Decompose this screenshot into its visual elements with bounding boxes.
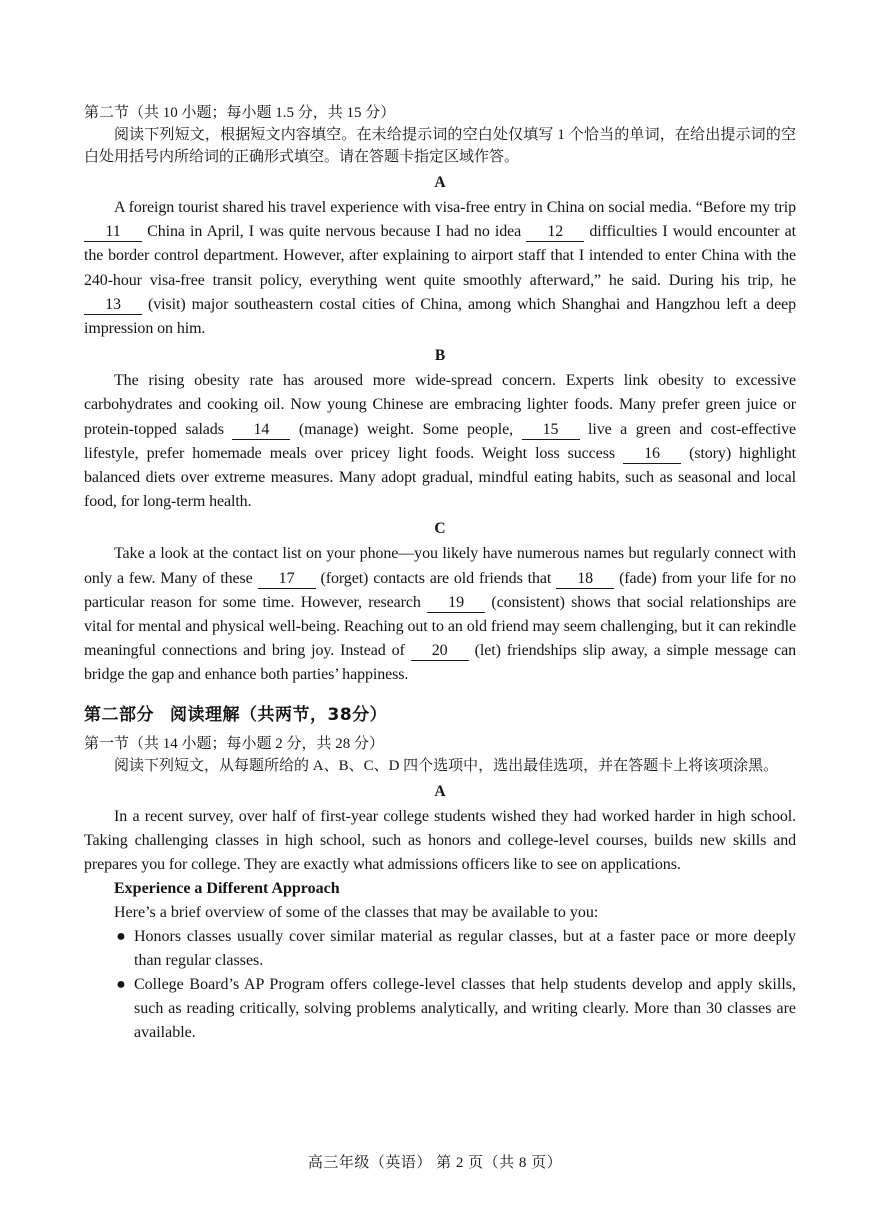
part2-title: 第二部分 阅读理解（共两节，38分） [84,704,388,725]
blank-20[interactable]: 20 [411,642,469,661]
section2-heading: 第二节（共 10 小题；每小题 1.5 分，共 15 分） [84,105,396,121]
section1-heading: 第一节（共 14 小题；每小题 2 分，共 28 分） [84,735,385,752]
passage-a-letter: A [434,174,446,191]
blank-11[interactable]: 11 [84,223,142,242]
reading-a-letter: A [434,782,446,800]
list-item: ● College Board’s AP Program offers college-level classes that help students develop and apply skills, such as reading critically, solving problems analytically, and writing clearly. More than 30 classes are available. [84,973,796,1045]
blank-13[interactable]: 13 [84,296,142,315]
passage-b-text: The rising obesity rate has aroused more wide-spread concern. Experts link obesity to excessive carbohydrates and cooking oil. Now young Chinese are embracing lighter foods. Many prefer green juice or protein-topped salads 14 (manage) weight. Some people, 15 live a green and cost-effective lifestyle, prefer homemade meals over pricey light foods. Weight loss success 16 (story) highlight balanced diets over extreme measures. Many adopt gradual, mindful eating habits, such as seasonal and local food, for long-term health. [84,372,796,511]
list-item: ● Honors classes usually cover similar material as regular classes, but at a faster pace or more deeply than regular classes. [84,925,796,973]
reading-a-subheading: Experience a Different Approach [114,880,340,898]
section2-instructions: 阅读下列短文，根据短文内容填空。在未给提示词的空白处仅填写 1 个恰当的单词，在给出提示词的空白处用括号内所给词的正确形式填空。请在答题卡指定区域作答。 [84,127,796,165]
bullet-dot-icon: ● [116,928,126,946]
page-content [84,102,796,1045]
reading-a-bullet-list [84,925,796,1045]
blank-12[interactable]: 12 [526,223,584,242]
blank-16[interactable]: 16 [623,445,681,464]
blank-15[interactable]: 15 [522,421,580,440]
blank-17[interactable]: 17 [258,570,316,589]
section1-instructions: 阅读下列短文，从每题所给的 A、B、C、D 四个选项中，选出最佳选项，并在答题卡上将该项涂黑。 [114,757,779,774]
passage-b-letter: B [434,347,446,365]
blank-14[interactable]: 14 [232,421,290,440]
reading-a-paragraph: In a recent survey, over half of first-year college students wished they had worked harder in high school. Taking challenging classes in high school, such as honors and college-level courses, builds new skills and prepares you for college. They are exactly what admissions officers like to see on applications. [84,807,796,874]
blank-18[interactable]: 18 [556,570,614,589]
passage-c-letter: C [434,520,446,538]
passage-a-text: A foreign tourist shared his travel experience with visa-free entry in China on social media. “Before my trip 11 China in April, I was quite nervous because I had no idea 12 difficulties I would encounter at the border control department. However, after explaining to airport staff that I intended to enter China with the 240-hour visa-free transit policy, everything went quite smoothly afterward,” he said. During his trip, he 13 (visit) major southeastern costal cities of China, among which Shanghai and Hangzhou left a deep impression on him. [84,199,796,338]
bullet-dot-icon: ● [116,976,126,994]
page-footer: 高三年级（英语） 第 2 页（共 8 页） [307,1155,563,1171]
passage-c-text: Take a look at the contact list on your phone—you likely have numerous names but regularly connect with only a few. Many of these 17 (forget) contacts are old friends that 18 (fade) from your life for no particular reason for some time. However, research 19 (consistent) shows that social relationships are vital for mental and physical well-being. Reaching out to an old friend may seem challenging, but it can rekindle meaningful connections and bring joy. Instead of 20 (let) friendships slip away, a simple message can bridge the gap and enhance both parties’ happiness. [84,545,796,684]
reading-a-intro: Here’s a brief overview of some of the classes that may be available to you: [114,904,599,922]
blank-19[interactable]: 19 [427,594,485,613]
